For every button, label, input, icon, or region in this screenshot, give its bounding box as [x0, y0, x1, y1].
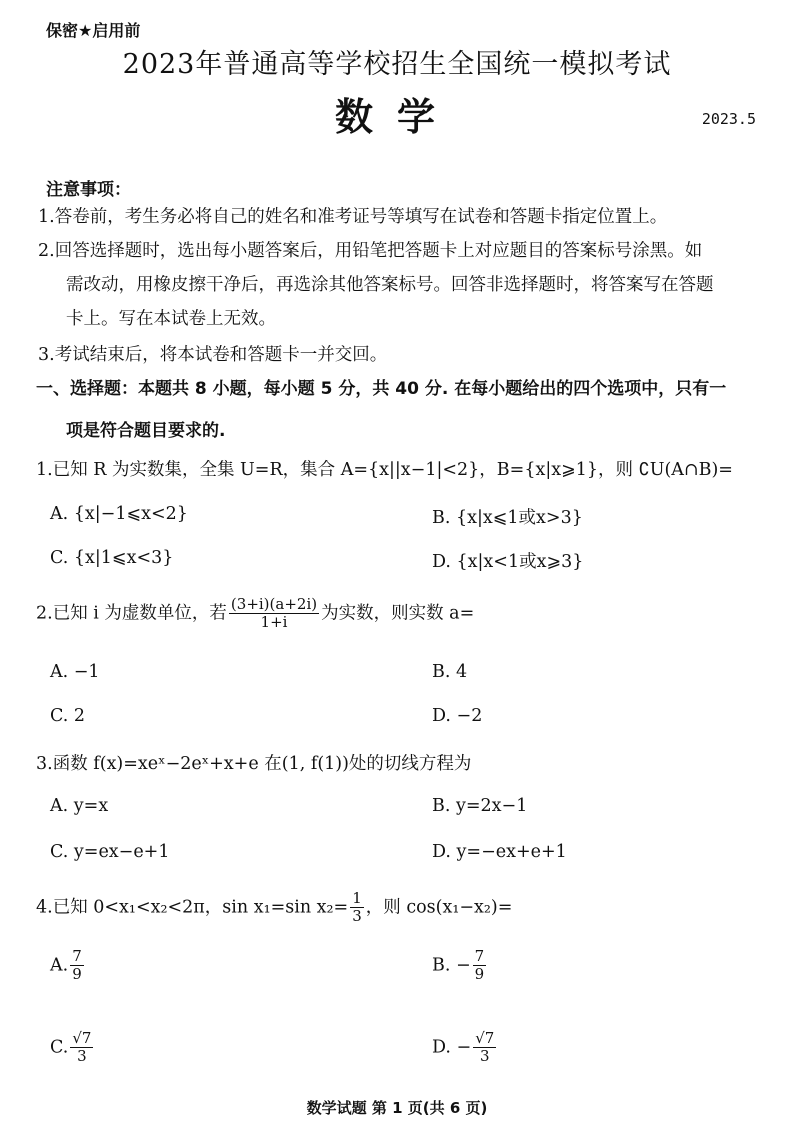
question-4-option-c-numerator: √7	[72, 1029, 92, 1047]
question-2-option-b[interactable]: B. 4	[432, 662, 468, 682]
note-item-2-cont2: 卡上。写在本试卷上无效。	[66, 309, 276, 329]
question-4-option-a-denominator: 9	[72, 965, 82, 984]
question-4-fraction-numerator: 1	[352, 889, 362, 907]
question-1-option-b[interactable]: B. {x|x⩽1或x>3}	[432, 508, 583, 528]
question-3-stem: 3.函数 f(x)=xeˣ−2eˣ+x+e 在(1, f(1))处的切线方程为	[36, 754, 472, 774]
question-4-option-a[interactable]	[50, 948, 86, 984]
question-2-fraction-denominator: 1+i	[260, 613, 288, 632]
question-4-suffix: ，则 cos(x₁−x₂)=	[365, 897, 513, 918]
question-3-option-b[interactable]: B. y=2x−1	[432, 796, 528, 816]
question-1-stem: 1.已知 R 为实数集，全集 U=R，集合 A={x||x−1|<2}，B={x|x⩾1}，则 ∁U(A∩B)=	[36, 460, 733, 480]
question-4-option-d-fraction	[473, 1030, 496, 1066]
question-4-option-b[interactable]	[432, 948, 488, 984]
question-4-option-a-fraction	[70, 948, 84, 984]
question-1-option-c[interactable]: C. {x|1⩽x<3}	[50, 548, 174, 568]
note-item-3: 3.考试结束后，将本试卷和答题卡一并交回。	[38, 345, 388, 365]
question-4-option-b-fraction	[473, 948, 487, 984]
note-item-1: 1.答卷前，考生务必将自己的姓名和准考证号等填写在试卷和答题卡指定位置上。	[38, 207, 668, 227]
question-4-option-d-label: D. −	[432, 1037, 472, 1058]
question-4-option-b-numerator: 7	[474, 947, 485, 965]
question-4-option-c-fraction	[70, 1030, 93, 1066]
question-4-option-c-denominator: 3	[77, 1047, 87, 1066]
question-3-option-d[interactable]: D. y=−ex+e+1	[432, 842, 567, 862]
question-4-option-c-label: C.	[50, 1037, 69, 1058]
question-4-option-b-denominator: 9	[474, 965, 485, 984]
question-4-option-c[interactable]	[50, 1030, 95, 1066]
question-4-option-a-label: A.	[50, 955, 69, 976]
question-4-fraction	[350, 890, 364, 926]
question-4-option-d-denominator: 3	[479, 1047, 490, 1066]
question-4-option-b-label: B. −	[432, 955, 471, 976]
confidential-label: 保密★启用前	[46, 21, 141, 40]
question-1-option-d[interactable]: D. {x|x<1或x⩾3}	[432, 552, 584, 572]
question-4-stem	[36, 890, 512, 926]
question-2-prefix: 2.已知 i 为虚数单位，若	[36, 603, 227, 624]
section-heading-cont: 项是符合题目要求的.	[66, 421, 226, 441]
question-4-option-a-numerator: 7	[72, 947, 82, 965]
question-4-prefix: 4.已知 0<x₁<x₂<2π，sin x₁=sin x₂=	[36, 897, 349, 918]
note-item-2-cont: 需改动，用橡皮擦干净后，再选涂其他答案标号。回答非选择题时，将答案写在答题	[66, 275, 714, 295]
question-1-option-a[interactable]: A. {x|−1⩽x<2}	[50, 504, 188, 524]
question-4-fraction-denominator: 3	[352, 907, 362, 926]
exam-date: 2023.5	[701, 110, 756, 128]
question-2-option-d[interactable]: D. −2	[432, 706, 483, 726]
question-2-stem	[36, 596, 474, 632]
exam-title: 2023年普通高等学校招生全国统一模拟考试	[122, 49, 672, 80]
question-2-option-c[interactable]: C. 2	[50, 706, 86, 726]
question-2-fraction	[229, 596, 319, 632]
section-heading: 一、选择题：本题共 8 小题，每小题 5 分，共 40 分. 在每小题给出的四个选项中，只有一	[36, 379, 727, 399]
note-item-2: 2.回答选择题时，选出每小题答案后，用铅笔把答题卡上对应题目的答案标号涂黑。如	[38, 241, 703, 261]
question-2-option-a[interactable]: A. −1	[50, 662, 100, 682]
question-2-fraction-numerator: (3+i)(a+2i)	[230, 595, 318, 613]
subject-title: 数学	[334, 94, 459, 139]
page-footer: 数学试题 第 1 页(共 6 页)	[306, 1099, 488, 1117]
question-4-option-d[interactable]	[432, 1030, 498, 1066]
question-2-suffix: 为实数，则实数 a=	[321, 603, 475, 624]
question-3-option-c[interactable]: C. y=ex−e+1	[50, 842, 170, 862]
question-3-option-a[interactable]: A. y=x	[50, 796, 109, 816]
question-4-option-d-numerator: √7	[475, 1029, 495, 1047]
notes-title: 注意事项：	[46, 180, 131, 200]
